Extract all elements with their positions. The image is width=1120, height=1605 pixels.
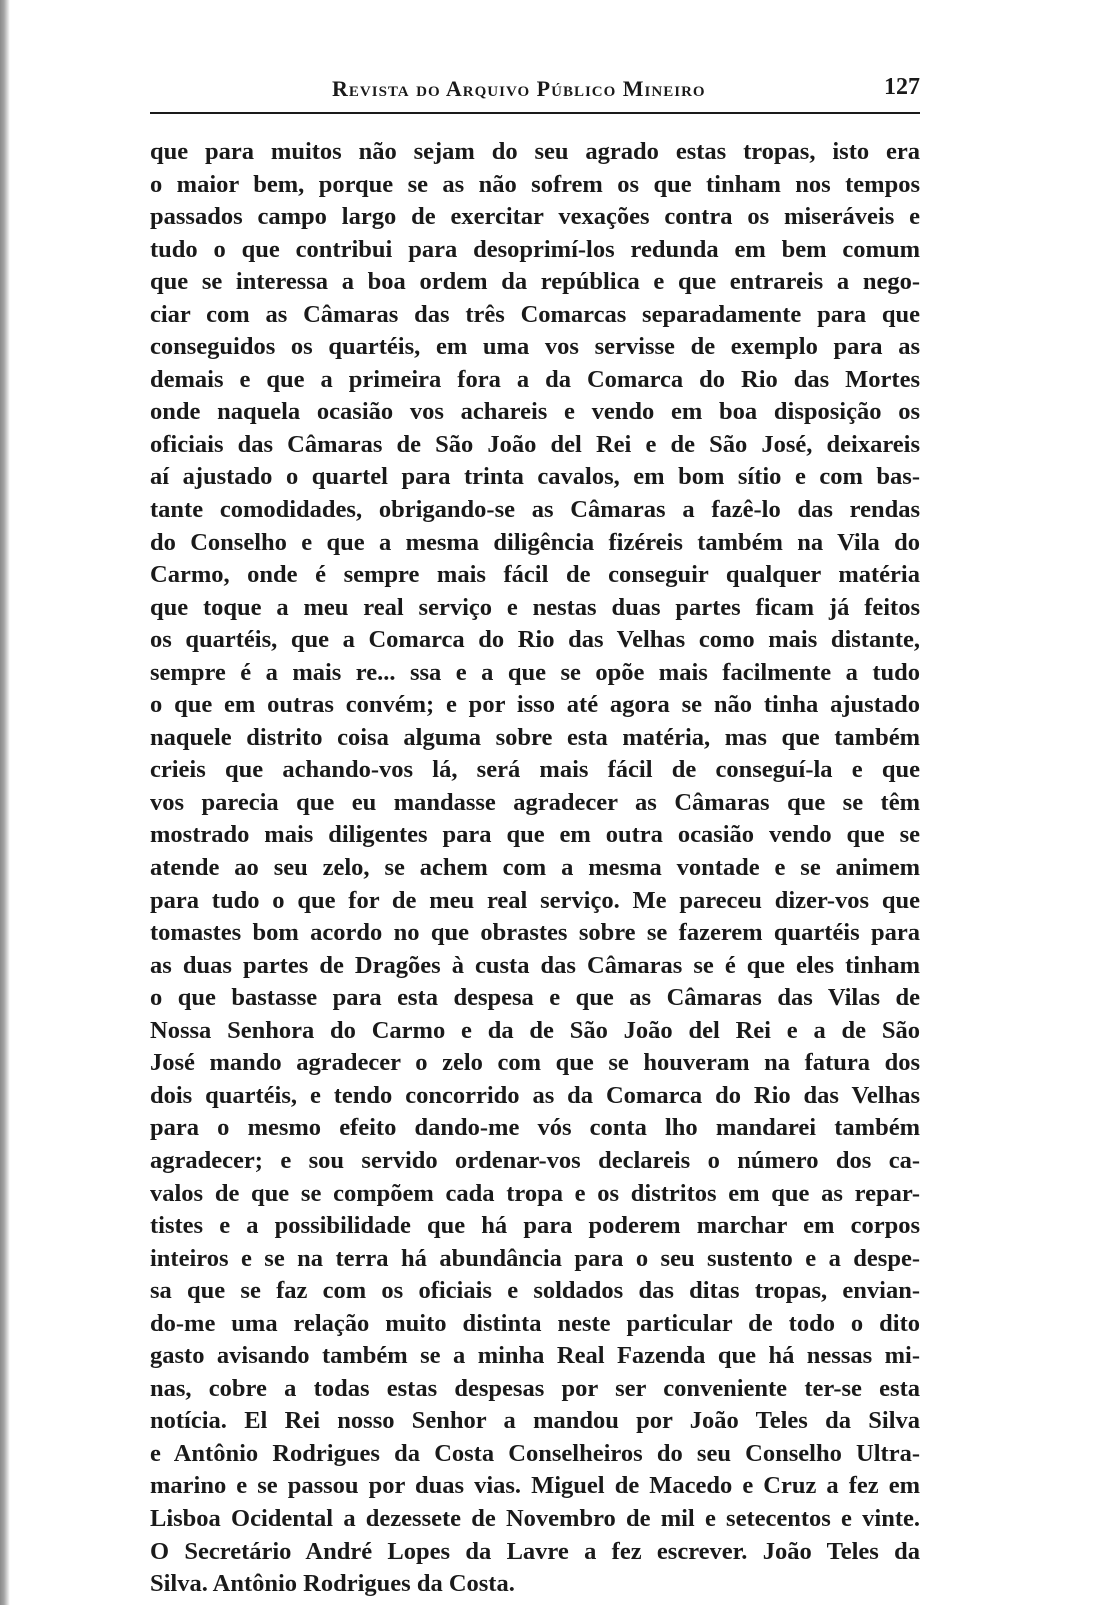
text-line: crieis que achando-vos lá, será mais fácil de conseguí-la e que — [150, 756, 920, 784]
text-line: ciar com as Câmaras das três Comarcas separadamente para que — [150, 300, 920, 328]
text-line: demais e que a primeira fora a da Comarca do Rio das Mortes — [150, 365, 920, 393]
text-line: gasto avisando também se a minha Real Fazenda que há nessas mi- — [150, 1342, 920, 1370]
text-line: atende ao seu zelo, se achem com a mesma vontade e se animem — [150, 854, 920, 882]
page-number: 127 — [884, 74, 920, 100]
text-line: nas, cobre a todas estas despesas por ser conveniente ter-se esta — [150, 1374, 920, 1402]
text-line: inteiros e se na terra há abundância para o seu sustento e a despe- — [150, 1244, 920, 1272]
text-line: naquele distrito coisa alguma sobre esta matéria, mas que também — [150, 723, 920, 751]
text-line: dois quartéis, e tendo concorrido as da Comarca do Rio das Velhas — [150, 1081, 920, 1109]
text-line: sempre é a mais re... ssa e a que se opõe mais facilmente a tudo — [150, 658, 920, 686]
text-line: tomastes bom acordo no que obrastes sobre se fazerem quartéis para — [150, 919, 920, 947]
text-line: que toque a meu real serviço e nestas duas partes ficam já feitos — [150, 593, 920, 621]
body-text — [150, 136, 920, 1601]
text-line: onde naquela ocasião vos achareis e vendo em boa disposição os — [150, 398, 920, 426]
text-line: marino e se passou por duas vias. Miguel de Macedo e Cruz a fez em — [150, 1472, 920, 1500]
scan-edge-shadow — [0, 0, 10, 1605]
page-header — [150, 72, 920, 114]
text-line: do-me uma relação muito distinta neste particular de todo o dito — [150, 1309, 920, 1337]
text-line: Lisboa Ocidental a dezessete de Novembro de mil e setecentos e vinte. — [150, 1504, 920, 1532]
text-line: tudo o que contribui para desoprimí-los redunda em bem comum — [150, 235, 920, 263]
text-line: O Secretário André Lopes da Lavre a fez escrever. João Teles da — [150, 1537, 920, 1565]
text-line: que para muitos não sejam do seu agrado estas tropas, isto era — [150, 138, 920, 165]
text-line: para tudo o que for de meu real serviço. Me pareceu dizer-vos que — [150, 886, 920, 914]
text-line: oficiais das Câmaras de São João del Rei e de São José, deixareis — [150, 430, 920, 458]
text-line: conseguidos os quartéis, em uma vos servisse de exemplo para as — [150, 333, 920, 361]
text-line: e Antônio Rodrigues da Costa Conselheiros do seu Conselho Ultra- — [150, 1439, 920, 1467]
text-line: do Conselho e que a mesma diligência fizéreis também na Vila do — [150, 528, 920, 556]
text-line: notícia. El Rei nosso Senhor a mandou por João Teles da Silva — [150, 1407, 920, 1435]
text-line: Nossa Senhora do Carmo e da de São João del Rei e a de São — [150, 1016, 920, 1044]
running-title: Revista do Arquivo Público Mineiro — [332, 76, 706, 101]
text-line-final: Silva. Antônio Rodrigues da Costa. — [150, 1570, 515, 1598]
text-line: agradecer; e sou servido ordenar-vos declareis o número dos ca- — [150, 1146, 920, 1174]
text-line: vos parecia que eu mandasse agradecer as Câmaras que se têm — [150, 788, 920, 816]
text-line: valos de que se compõem cada tropa e os distritos em que as repar- — [150, 1179, 920, 1207]
text-line: sa que se faz com os oficiais e soldados das ditas tropas, envian- — [150, 1277, 920, 1305]
text-line: as duas partes de Dragões à custa das Câmaras se é que eles tinham — [150, 951, 920, 979]
text-line: Carmo, onde é sempre mais fácil de conseguir qualquer matéria — [150, 561, 920, 589]
text-line: o que em outras convém; e por isso até agora se não tinha ajustado — [150, 691, 920, 719]
text-line: o maior bem, porque se as não sofrem os que tinham nos tempos — [150, 170, 920, 198]
text-line: passados campo largo de exercitar vexações contra os miseráveis e — [150, 203, 920, 231]
text-line: aí ajustado o quartel para trinta cavalos, em bom sítio e com bas- — [150, 463, 920, 491]
text-line: tistes e a possibilidade que há para poderem marchar em corpos — [150, 1212, 920, 1240]
text-line: tante comodidades, obrigando-se as Câmaras a fazê-lo das rendas — [150, 496, 920, 524]
text-line: os quartéis, que a Comarca do Rio das Velhas como mais distante, — [150, 626, 920, 654]
text-line: mostrado mais diligentes para que em outra ocasião vendo que se — [150, 821, 920, 849]
text-line: que se interessa a boa ordem da república e que entrareis a nego- — [150, 268, 920, 296]
text-line: o que bastasse para esta despesa e que as Câmaras das Vilas de — [150, 984, 920, 1012]
text-line: José mando agradecer o zelo com que se houveram na fatura dos — [150, 1049, 920, 1077]
text-line: para o mesmo efeito dando-me vós conta lho mandarei também — [150, 1114, 920, 1142]
